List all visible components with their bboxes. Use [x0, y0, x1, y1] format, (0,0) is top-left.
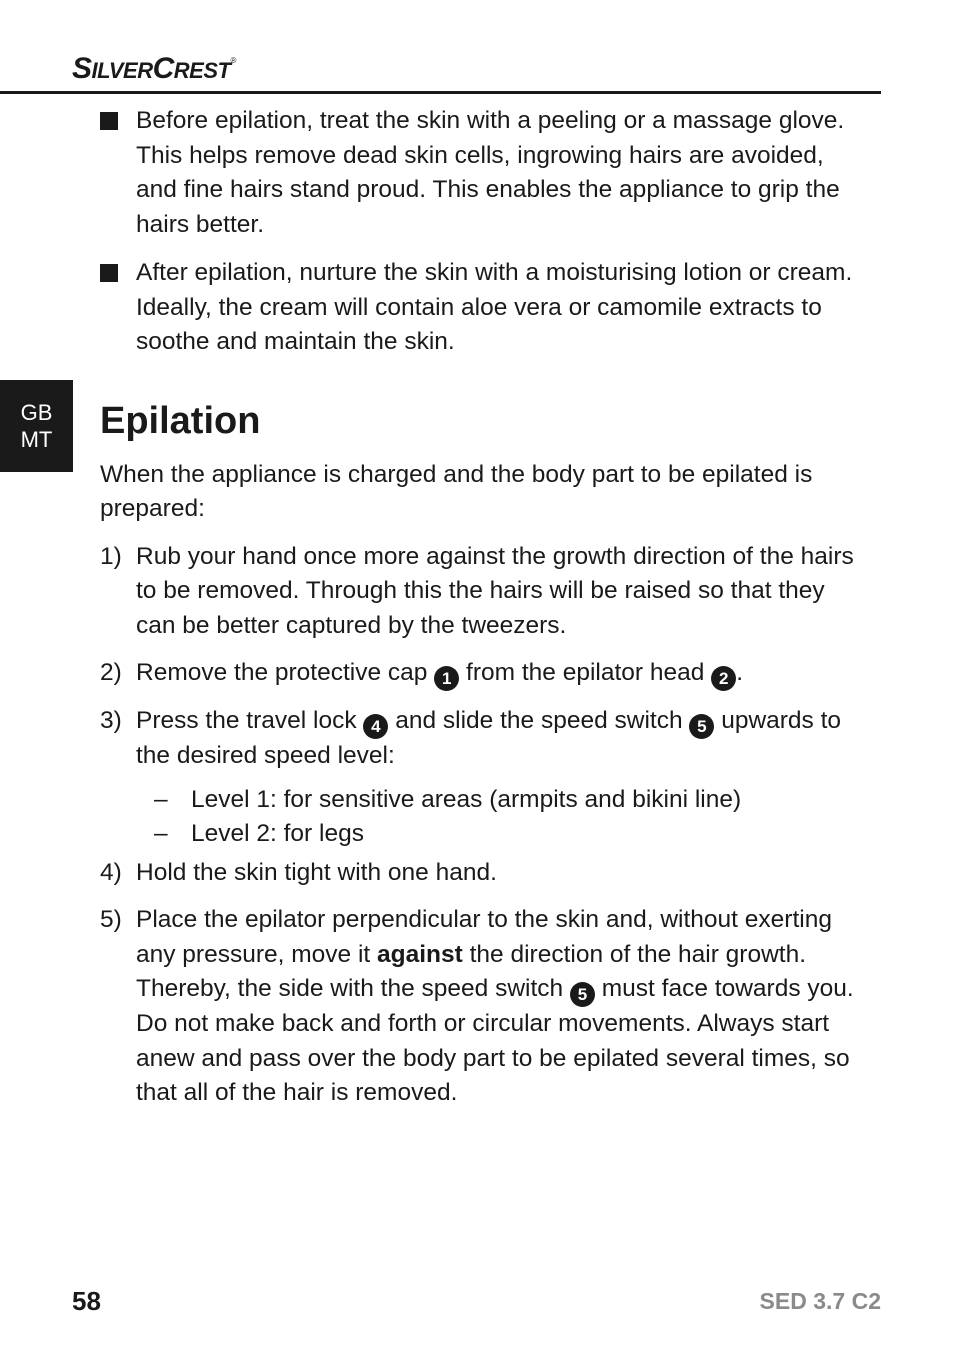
brand-letter: C	[152, 52, 174, 85]
language-code: GB	[20, 400, 53, 425]
emphasis-text: against	[377, 940, 463, 968]
header-rule	[0, 91, 881, 94]
section-intro: When the appliance is charged and the body part to be epilated is prepared:	[100, 460, 813, 522]
model-number: SED 3.7 C2	[759, 1288, 881, 1314]
step-item	[100, 903, 860, 1111]
step-number: 4)	[100, 858, 122, 886]
list-item	[100, 104, 860, 242]
step-text: Press the travel lock	[136, 707, 364, 734]
part-reference-badge: 5	[570, 982, 595, 1007]
step-text: from the epilator head	[459, 659, 712, 686]
language-tab	[0, 380, 73, 472]
step-text: and slide the speed switch	[388, 707, 690, 734]
part-reference-badge: 5	[689, 714, 714, 739]
section-title: Epilation	[100, 399, 261, 442]
part-reference-badge: 1	[434, 666, 459, 691]
step-text: must face towards you. Do not make back and forth or circular movements. Always start anew and pass over the body part to be epilated several times, so that all of the hair is removed.	[136, 975, 854, 1106]
sub-list-text: Level 1: for sensitive areas (armpits and bikini line)	[191, 785, 742, 813]
step-text: Rub your hand once more against the growth direction of the hairs to be removed. Through this the hairs will be raised so that they can be better captured by the tweezers.	[136, 542, 854, 639]
step-number: 5)	[100, 906, 122, 933]
brand-logo	[72, 52, 236, 86]
step-item	[100, 540, 860, 644]
dash-marker: –	[154, 785, 168, 813]
bullet-text: After epilation, nurture the skin with a moisturising lotion or cream. Ideally, the cream will contain aloe vera or camomile extracts to soothe and maintain the skin.	[136, 259, 853, 355]
step-number: 1)	[100, 542, 122, 570]
step-text: Remove the protective cap	[136, 659, 435, 686]
step-item	[100, 656, 860, 691]
page-number: 58	[72, 1286, 101, 1316]
list-item	[100, 256, 860, 360]
registered-mark: ®	[230, 56, 236, 65]
brand-letters: ILVER	[91, 58, 153, 83]
step-text: Hold the skin tight with one hand.	[136, 858, 497, 886]
part-reference-badge: 2	[711, 666, 736, 691]
square-bullet-icon	[100, 112, 118, 130]
sub-list-item	[100, 783, 860, 818]
part-reference-badge: 4	[363, 714, 388, 739]
step-text: Place the epilator perpendicular to the skin and, without exerting any pressure, move it	[136, 906, 832, 968]
sub-list-item	[100, 817, 860, 852]
sub-list-text: Level 2: for legs	[191, 820, 364, 847]
step-item	[100, 704, 860, 774]
step-text: .	[736, 659, 744, 686]
step-number: 3)	[100, 707, 122, 734]
page-content	[100, 104, 860, 1111]
language-code: MT	[20, 427, 53, 452]
square-bullet-icon	[100, 264, 118, 282]
brand-letters: REST	[173, 58, 231, 83]
step-number: 2)	[100, 659, 122, 686]
dash-marker: –	[154, 820, 168, 847]
brand-letter: S	[72, 52, 92, 85]
step-item	[100, 856, 860, 891]
step-text: upwards to the desired speed level:	[136, 707, 842, 769]
step-text: the direction of the hair growth. Thereby, the side with the speed switch	[136, 940, 807, 1002]
bullet-text: Before epilation, treat the skin with a peeling or a massage glove. This helps remove dead skin cells, ingrowing hairs are avoided, and fine hairs stand proud. This enables the appliance to grip the hairs better.	[136, 107, 845, 238]
